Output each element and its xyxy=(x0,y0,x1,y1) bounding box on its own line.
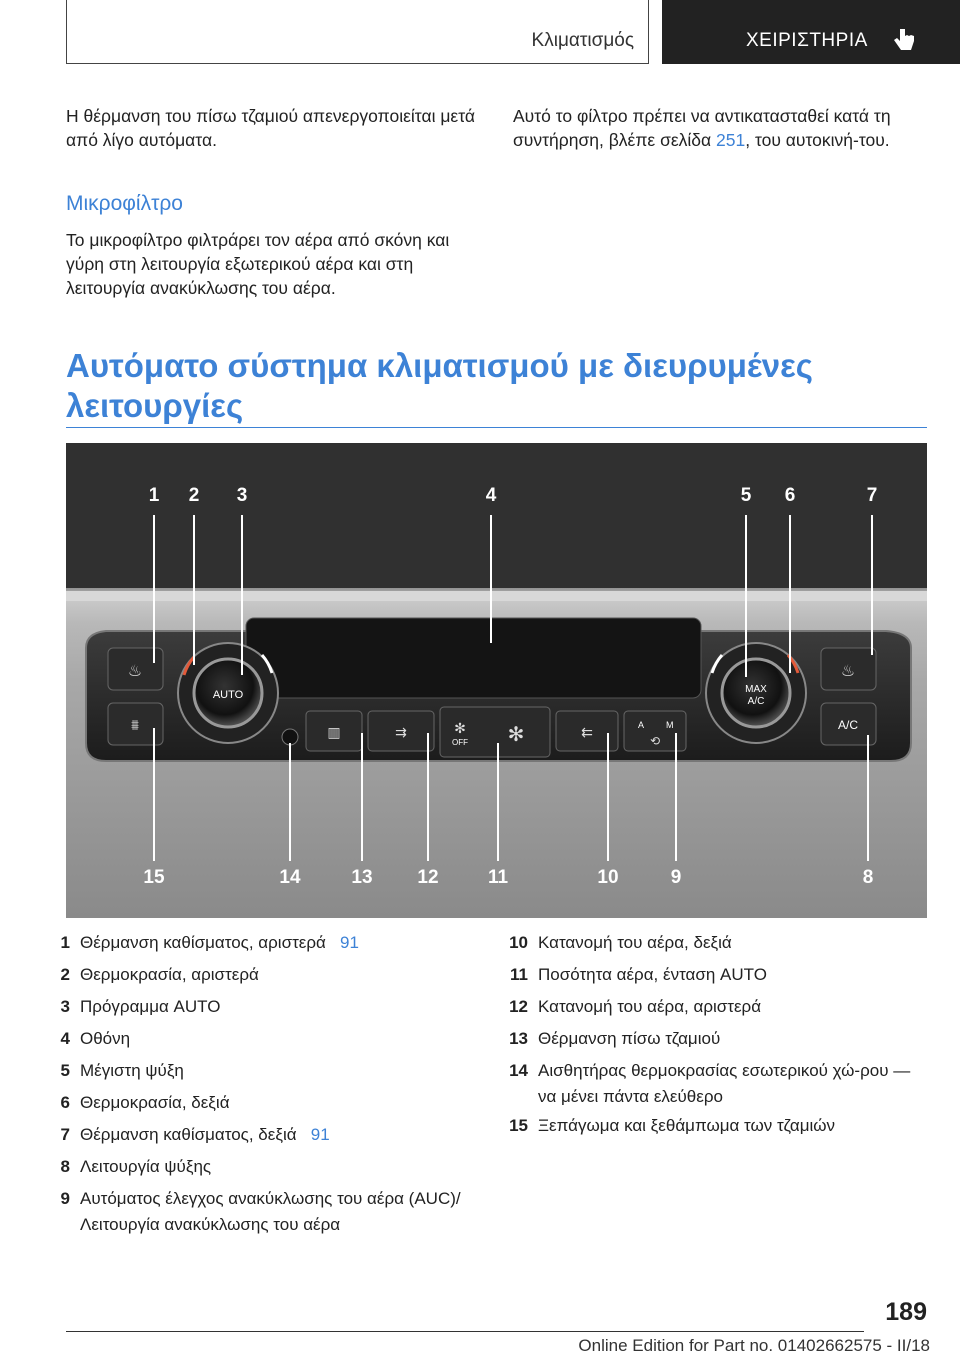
legend-item: 13 Θέρμανση πίσω τζαμιού xyxy=(509,1029,721,1048)
legend-item: 8 Λειτουργία ψύξης xyxy=(60,1157,212,1176)
legend-item: 15 Ξεπάγωμα και ξεθάμπωμα των τζαμιών xyxy=(509,1116,836,1135)
callout-15: 15 xyxy=(143,867,165,888)
legend-item: 10 Κατανομή του αέρα, δεξιά xyxy=(509,933,732,952)
auc-m-label: M xyxy=(666,720,674,730)
page-link-91-right[interactable]: 91 xyxy=(310,1125,330,1144)
header-section-box xyxy=(66,0,649,64)
page-number: 189 xyxy=(885,1298,927,1326)
paragraph-rear-window: Η θέρμανση του πίσω τζαμιού απενεργοποιείται μετά από λίγο αυτόματα. xyxy=(66,106,475,150)
legend-right xyxy=(504,927,928,1142)
callout-7: 7 xyxy=(866,485,878,506)
max-ac-button-label: A/C xyxy=(747,696,765,707)
paragraph-filter-service: Αυτό το φίλτρο πρέπει να αντικατασταθεί κατά τη συντήρηση, βλέπε σελίδα 251, του αυτοκινή-του. xyxy=(513,106,891,150)
callout-14: 14 xyxy=(279,867,301,888)
subheading-microfilter: Μικροφίλτρο xyxy=(66,192,183,215)
header-section-title: Κλιματισμός xyxy=(531,30,634,51)
fan-icon: ✻ xyxy=(507,724,525,746)
defrost-icon: ⩩ xyxy=(130,717,140,734)
callout-6: 6 xyxy=(784,485,796,506)
rear-window-heat-icon: ▥ xyxy=(327,724,341,740)
air-distribution-right-icon: ⇇ xyxy=(581,724,593,740)
auto-button-label: AUTO xyxy=(212,689,244,701)
legend-item: 14 Αισθητήρας θερμοκρασίας εσωτερικού χώ-ρου — να μένει πάντα ελεύθερο xyxy=(509,1061,911,1106)
auc-a-label: A xyxy=(638,720,645,730)
legend-item: 12 Κατανομή του αέρα, αριστερά xyxy=(509,997,762,1016)
legend-item: 4 Οθόνη xyxy=(60,1029,131,1048)
off-button-label: OFF xyxy=(452,738,468,747)
max-button-label: MAX xyxy=(745,684,767,695)
footer-edition: Online Edition for Part no. 01402662575 - II/18 xyxy=(578,1336,930,1355)
recirculation-icon: ⟲ xyxy=(649,734,661,748)
callout-1: 1 xyxy=(148,485,160,506)
legend-item: 1 Θέρμανση καθίσματος, αριστερά 91 xyxy=(60,933,359,952)
page-link-91-left[interactable]: 91 xyxy=(340,933,359,952)
legend-item: 7 Θέρμανση καθίσματος, δεξιά 91 xyxy=(60,1125,330,1144)
hand-pointer-icon xyxy=(892,27,916,53)
callout-11: 11 xyxy=(487,867,509,888)
legend-item: 6 Θερμοκρασία, δεξιά xyxy=(60,1093,230,1112)
callout-10: 10 xyxy=(597,867,619,888)
air-distribution-left-icon: ⇉ xyxy=(395,724,407,740)
legend-item: 2 Θερμοκρασία, αριστερά xyxy=(60,965,259,984)
legend-item: 5 Μέγιστη ψύξη xyxy=(60,1061,184,1080)
legend-item: 11 Ποσότητα αέρα, ένταση AUTO xyxy=(510,965,767,984)
legend-item: 3 Πρόγραμμα AUTO xyxy=(60,997,221,1016)
seat-heat-right-icon: ♨ xyxy=(840,663,856,680)
page-link-251[interactable]: 251 xyxy=(716,130,746,150)
left-column-text xyxy=(66,104,486,152)
climate-panel-illustration xyxy=(66,443,927,918)
callout-4: 4 xyxy=(485,485,497,506)
callout-5: 5 xyxy=(740,485,752,506)
callout-9: 9 xyxy=(670,867,682,888)
footer-rule xyxy=(66,1331,864,1332)
legend-left xyxy=(46,927,476,1238)
paragraph-microfilter: Το μικροφίλτρο φιλτράρει τον αέρα από σκόνη και γύρη στη λειτουργία εξωτερικού αέρα και στη λειτουργία ανακύκλωσης του αέρα. xyxy=(66,230,450,298)
section-heading: Αυτόματο σύστημα κλιματισμού με διευρυμένες λειτουργίες xyxy=(66,347,813,424)
header-chapter-tab xyxy=(662,0,960,64)
fan-off-icon: ✻ xyxy=(454,720,466,736)
callout-12: 12 xyxy=(417,867,439,888)
right-column-text xyxy=(513,104,928,152)
microfilter-text xyxy=(66,228,486,300)
callout-13: 13 xyxy=(351,867,373,888)
ac-button-label: A/C xyxy=(837,718,859,732)
callout-8: 8 xyxy=(862,867,874,888)
callout-2: 2 xyxy=(188,485,200,506)
header-chapter-title: ΧΕΙΡΙΣΤΗΡΙΑ xyxy=(746,30,868,51)
climate-control-figure xyxy=(66,443,927,918)
callout-3: 3 xyxy=(236,485,248,506)
legend-item: 9 Αυτόματος έλεγχος ανακύκλωσης του αέρα (AUC)/Λειτουργία ανακύκλωσης του αέρα xyxy=(60,1189,461,1234)
heading-rule xyxy=(66,427,927,428)
seat-heat-left-icon: ♨ xyxy=(127,663,143,680)
